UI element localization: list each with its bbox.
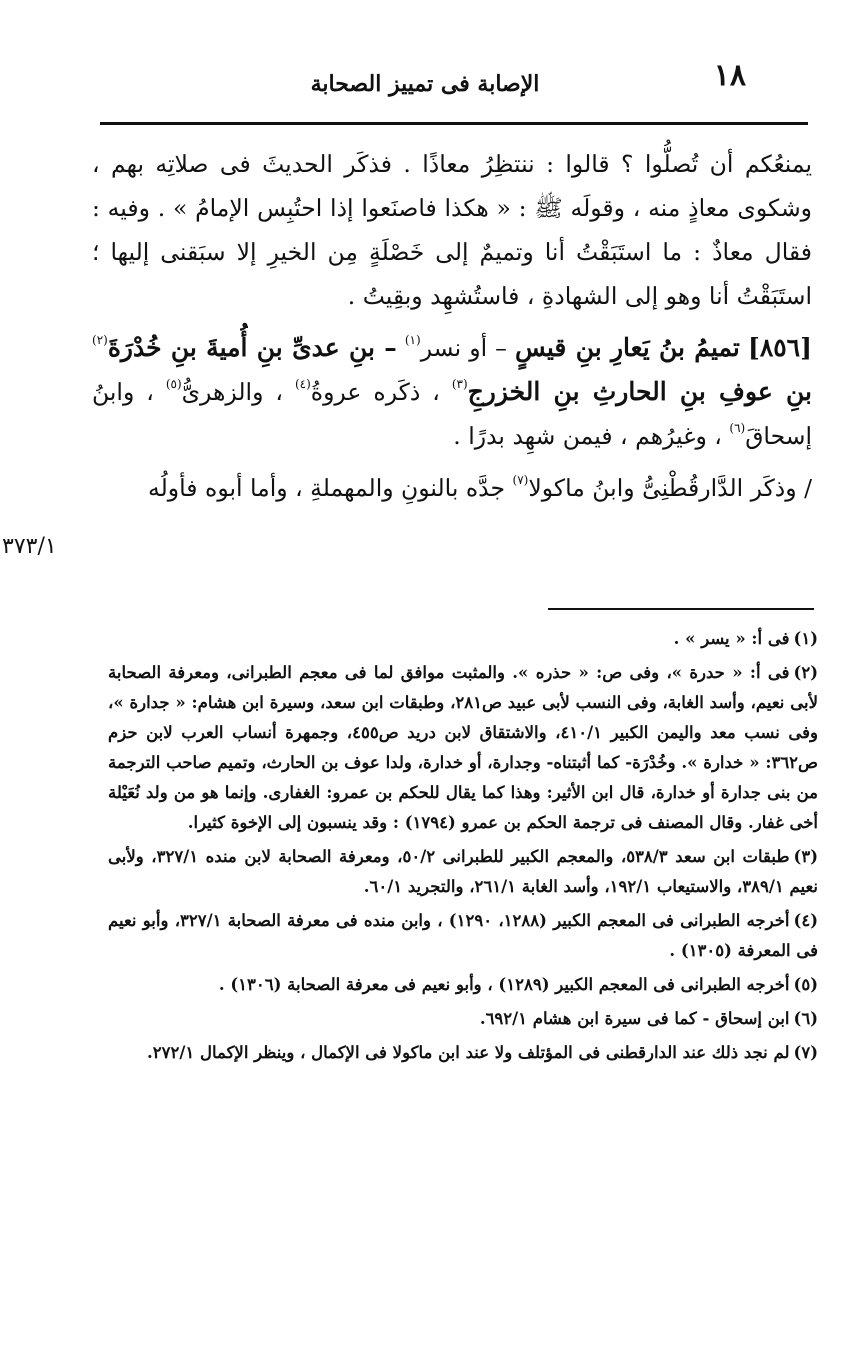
footnotes [108, 624, 818, 1072]
entry-paragraph [92, 326, 812, 458]
footnote-number: (٢) [793, 663, 818, 682]
footnote-ref-1: (١) [404, 333, 421, 347]
paragraph-daraqutni [92, 466, 812, 510]
margin-volume-page-ref: ٣٧٣/١ [2, 534, 57, 559]
entry-lineage: – بنِ عدىِّ بنِ أُميةَ بنِ خُدْرَةَ [107, 333, 397, 362]
footnote-text: فى أ: « يسر » . [673, 629, 790, 648]
footnote-number: (٥) [793, 975, 818, 994]
footnote-text: لم نجد ذلك عند الدارقطنى فى المؤتلف ولا عند ابن ماكولا فى الإكمال ، وينظر الإكمال ٢٧٢/١. [147, 1043, 790, 1062]
entry-number: [٨٥٦] [747, 333, 812, 362]
daraqutni-text-b: جدَّه بالنونِ والمهملةِ ، وأما أبوه فأولُه [148, 474, 506, 502]
footnote-ref-3: (٣) [451, 377, 468, 391]
footnote-ref-5: (٥) [165, 377, 182, 391]
footnote-ref-6: (٦) [729, 421, 746, 435]
footnote-number: (٧) [793, 1043, 818, 1062]
paragraph-hadith: يمنعُكم أن تُصلُّوا ؟ قالوا : ننتظِرُ معاذًا . فذكَر الحديثَ فى صلاتِه بهم ، وشكوى معاذٍ منه ، وقولَه ﷺ : « هكذا فاصنَعوا إذا احتُبِس الإمامُ » . وفيه : فقال معاذٌ : ما استَبَقْتُ أنا وتميمٌ إلى خَصْلَةٍ مِن الخيرِ إلا سبَقنى إليها ؛ استَبَقْتُ أنا وهو إلى الشهادةِ ، فاستُشهِد وبقِيتُ . [92, 150, 812, 310]
footnote [108, 970, 818, 1000]
footnote-number: (٤) [793, 911, 818, 930]
footnote [108, 842, 818, 902]
page-number: ١٨ [713, 58, 746, 93]
footnote-text: أخرجه الطبرانى فى المعجم الكبير (١٢٨٨، ١٢٩٠) ، وابن منده فى معرفة الصحابة ٣٢٧/١، وأبو نعيم فى المعرفة (١٣٠٥) . [108, 911, 818, 960]
footnote-rule [548, 608, 814, 610]
footnote [108, 1004, 818, 1034]
entry-source-zuhri: ، والزهرىُّ [181, 378, 283, 406]
entry-closing: ، وغيرُهم ، فيمن شهِد بدرًا . [453, 422, 722, 450]
entry-source-ishaq: ، وابنُ إسحاقَ [92, 378, 812, 450]
footnote-ref-4: (٤) [294, 377, 311, 391]
footnote-ref-2: (٢) [92, 333, 108, 347]
entry-lineage-cont: بنِ عوفِ بنِ الحارثِ بنِ الخزرجِ [467, 377, 812, 406]
entry-variant: – أو نسر [420, 334, 507, 362]
footnote-ref-7: (٧) [512, 473, 529, 487]
entry-source-urwa: ، ذكَره عروةُ [310, 378, 440, 406]
footnote-text: ابن إسحاق - كما فى سيرة ابن هشام ٦٩٢/١. [479, 1009, 790, 1028]
footnote [108, 1038, 818, 1068]
footnote-text: أخرجه الطبرانى فى المعجم الكبير (١٢٨٩) ، وأبو نعيم فى معرفة الصحابة (١٣٠٦) . [218, 975, 790, 994]
header-rule [100, 122, 808, 125]
entry-name: تميمُ بنُ يَعارِ بنِ قيسٍ [515, 333, 740, 362]
footnote-text: طبقات ابن سعد ٥٣٨/٣، والمعجم الكبير للطبرانى ٥٠/٢، ومعرفة الصحابة لابن منده ٣٢٧/١، ولأبى نعيم ٣٨٩/١، والاستيعاب ١٩٢/١، وأسد الغابة ٢٦١/١، والتجريد ٦٠/١. [108, 847, 818, 896]
footnote-number: (١) [793, 629, 818, 648]
daraqutni-text-a: / وذكَر الدَّارقُطْنِىُّ وابنُ ماكولا [528, 474, 812, 502]
footnote-number: (٣) [793, 847, 819, 866]
footnote-number: (٦) [793, 1009, 818, 1028]
footnote [108, 906, 818, 966]
footnote-text: فى أ: « حدرة »، وفى ص: « حذره ». والمثبت موافق لما فى معجم الطبرانى، ومعرفة الصحابة لأبى نعيم، وأسد الغابة، وفى النسب لأبى عبيد ص٢٨١، وطبقات ابن سعد، وسيرة ابن هشام: « جدارة »، وفى نسب معد واليمن الكبير ٤١٠/١، والاشتقاق لابن دريد ص٤٥٥، وجمهرة أنساب العرب لابن حزم ص٣٦٢: « خدارة ». وخُدْرَة- كما أثبتناه- وجدارة، أو خدارة، ولدا عوف بن الحارث، وتميم صاحب الترجمة من بنى جدارة أو خدارة، قال ابن الأثير: وهذا كما يقال للحكم بن عمرو: الغفارى. وإنما هو من ولد نُعَيْلة أخى غفار. وقال المصنف فى ترجمة الحكم بن عمرو (١٧٩٤) : وقد ينسبون إلى الإخوة كثيرا. [108, 663, 818, 832]
main-text [92, 142, 812, 510]
footnote [108, 624, 818, 654]
running-title: الإصابة فى تمييز الصحابة [310, 71, 540, 97]
footnote [108, 658, 818, 838]
